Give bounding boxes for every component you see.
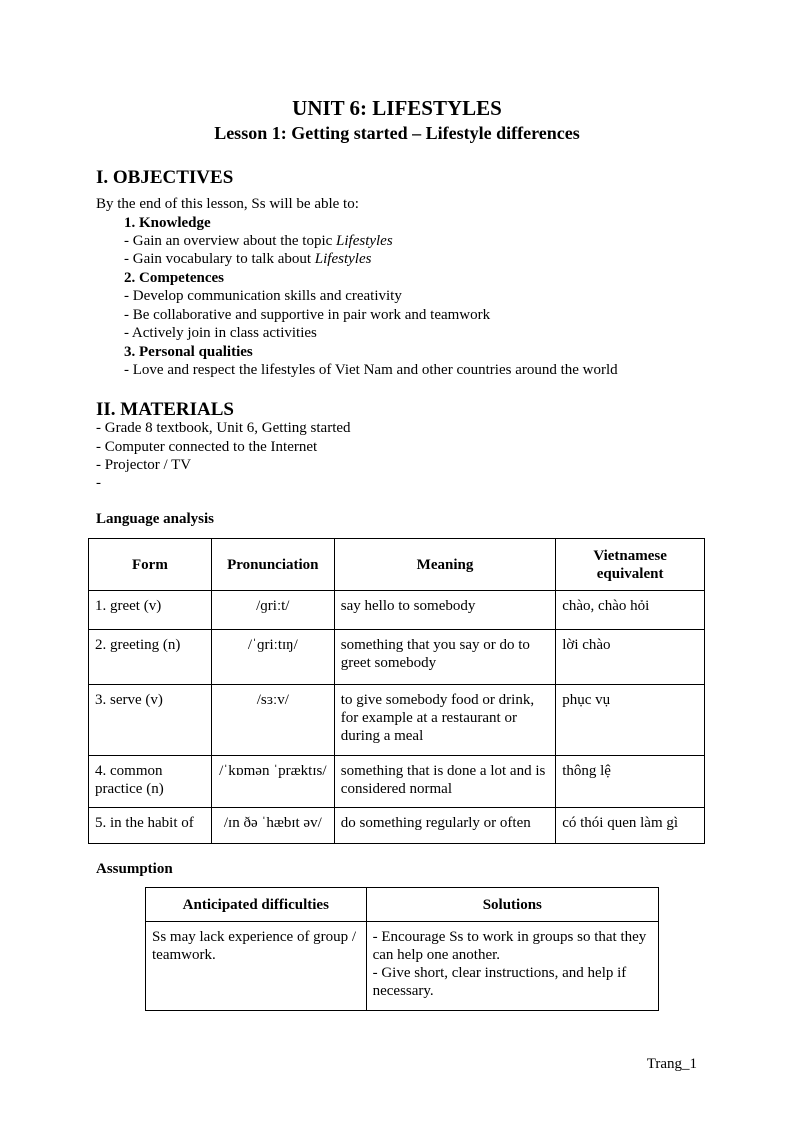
table-header-row xyxy=(146,888,659,922)
knowledge-item-text: - Gain vocabulary to talk about xyxy=(124,251,315,267)
cell-vietnamese: có thói quen làm gì xyxy=(556,808,705,844)
cell-pronunciation: /ˈɡriːtɪŋ/ xyxy=(211,630,334,685)
knowledge-item xyxy=(124,232,393,250)
header-vietnamese: Vietnamese equivalent xyxy=(556,539,705,591)
competence-item: - Be collaborative and supportive in pair work and teamwork xyxy=(124,307,491,323)
table-row xyxy=(89,808,705,844)
solution-item: - Encourage Ss to work in groups so that they can help one another. xyxy=(372,929,647,963)
cell-form: 1. greet (v) xyxy=(89,591,212,630)
table-row xyxy=(146,922,659,1011)
unit-title: UNIT 6: LIFESTYLES xyxy=(292,96,502,120)
material-item: - Grade 8 textbook, Unit 6, Getting started xyxy=(96,420,351,436)
knowledge-item xyxy=(124,250,371,268)
header-pronunciation: Pronunciation xyxy=(211,539,334,591)
competences-heading: 2. Competences xyxy=(124,270,224,286)
cell-meaning: to give somebody food or drink, for example at a restaurant or during a meal xyxy=(334,685,555,756)
header-solutions: Solutions xyxy=(366,888,658,922)
cell-pronunciation: /ˈkɒmən ˈpræktɪs/ xyxy=(211,756,334,808)
cell-meaning: say hello to somebody xyxy=(334,591,555,630)
cell-vietnamese: phục vụ xyxy=(556,685,705,756)
header-meaning: Meaning xyxy=(334,539,555,591)
material-item: - Projector / TV xyxy=(96,457,192,473)
cell-meaning: something that is done a lot and is considered normal xyxy=(334,756,555,808)
assumption-table xyxy=(145,887,659,1011)
cell-difficulty: Ss may lack experience of group / teamwork. xyxy=(146,922,367,1011)
header-difficulties: Anticipated difficulties xyxy=(146,888,367,922)
cell-pronunciation: /ɡriːt/ xyxy=(211,591,334,630)
knowledge-item-text: - Gain an overview about the topic xyxy=(124,233,337,249)
assumption-heading: Assumption xyxy=(96,861,173,877)
qualities-heading: 3. Personal qualities xyxy=(124,344,253,360)
lesson-subtitle: Lesson 1: Getting started – Lifestyle differences xyxy=(214,123,580,143)
table-row xyxy=(89,630,705,685)
table-row xyxy=(89,591,705,630)
material-item: - Computer connected to the Internet xyxy=(96,439,318,455)
cell-form: 3. serve (v) xyxy=(89,685,212,756)
cell-form: 5. in the habit of xyxy=(89,808,212,844)
solution-item: - Give short, clear instructions, and help if necessary. xyxy=(372,965,627,999)
cell-pronunciation: /sɜːv/ xyxy=(211,685,334,756)
material-item: - xyxy=(96,475,101,491)
table-row xyxy=(89,756,705,808)
cell-solutions xyxy=(366,922,658,1011)
cell-vietnamese: lời chào xyxy=(556,630,705,685)
table-row xyxy=(89,685,705,756)
cell-meaning: do something regularly or often xyxy=(334,808,555,844)
cell-form: 2. greeting (n) xyxy=(89,630,212,685)
competence-item: - Actively join in class activities xyxy=(124,325,317,341)
language-analysis-table xyxy=(88,538,705,844)
cell-form: 4. common practice (n) xyxy=(89,756,212,808)
cell-vietnamese: chào, chào hỏi xyxy=(556,591,705,630)
objectives-intro: By the end of this lesson, Ss will be able to: xyxy=(96,196,359,212)
knowledge-heading: 1. Knowledge xyxy=(124,215,211,231)
page-number: Trang_1 xyxy=(646,1056,697,1072)
cell-pronunciation: /ɪn ðə ˈhæbɪt əv/ xyxy=(211,808,334,844)
objectives-heading: I. OBJECTIVES xyxy=(96,167,234,188)
cell-meaning: something that you say or do to greet somebody xyxy=(334,630,555,685)
competence-item: - Develop communication skills and creativity xyxy=(124,288,402,304)
language-analysis-heading: Language analysis xyxy=(96,511,214,527)
header-form: Form xyxy=(89,539,212,591)
knowledge-item-emphasis: Lifestyles xyxy=(314,251,372,267)
quality-item: - Love and respect the lifestyles of Viet Nam and other countries around the world xyxy=(124,362,618,378)
materials-heading: II. MATERIALS xyxy=(96,399,234,420)
cell-vietnamese: thông lệ xyxy=(556,756,705,808)
table-header-row xyxy=(89,539,705,591)
knowledge-item-emphasis: Lifestyles xyxy=(336,233,393,249)
